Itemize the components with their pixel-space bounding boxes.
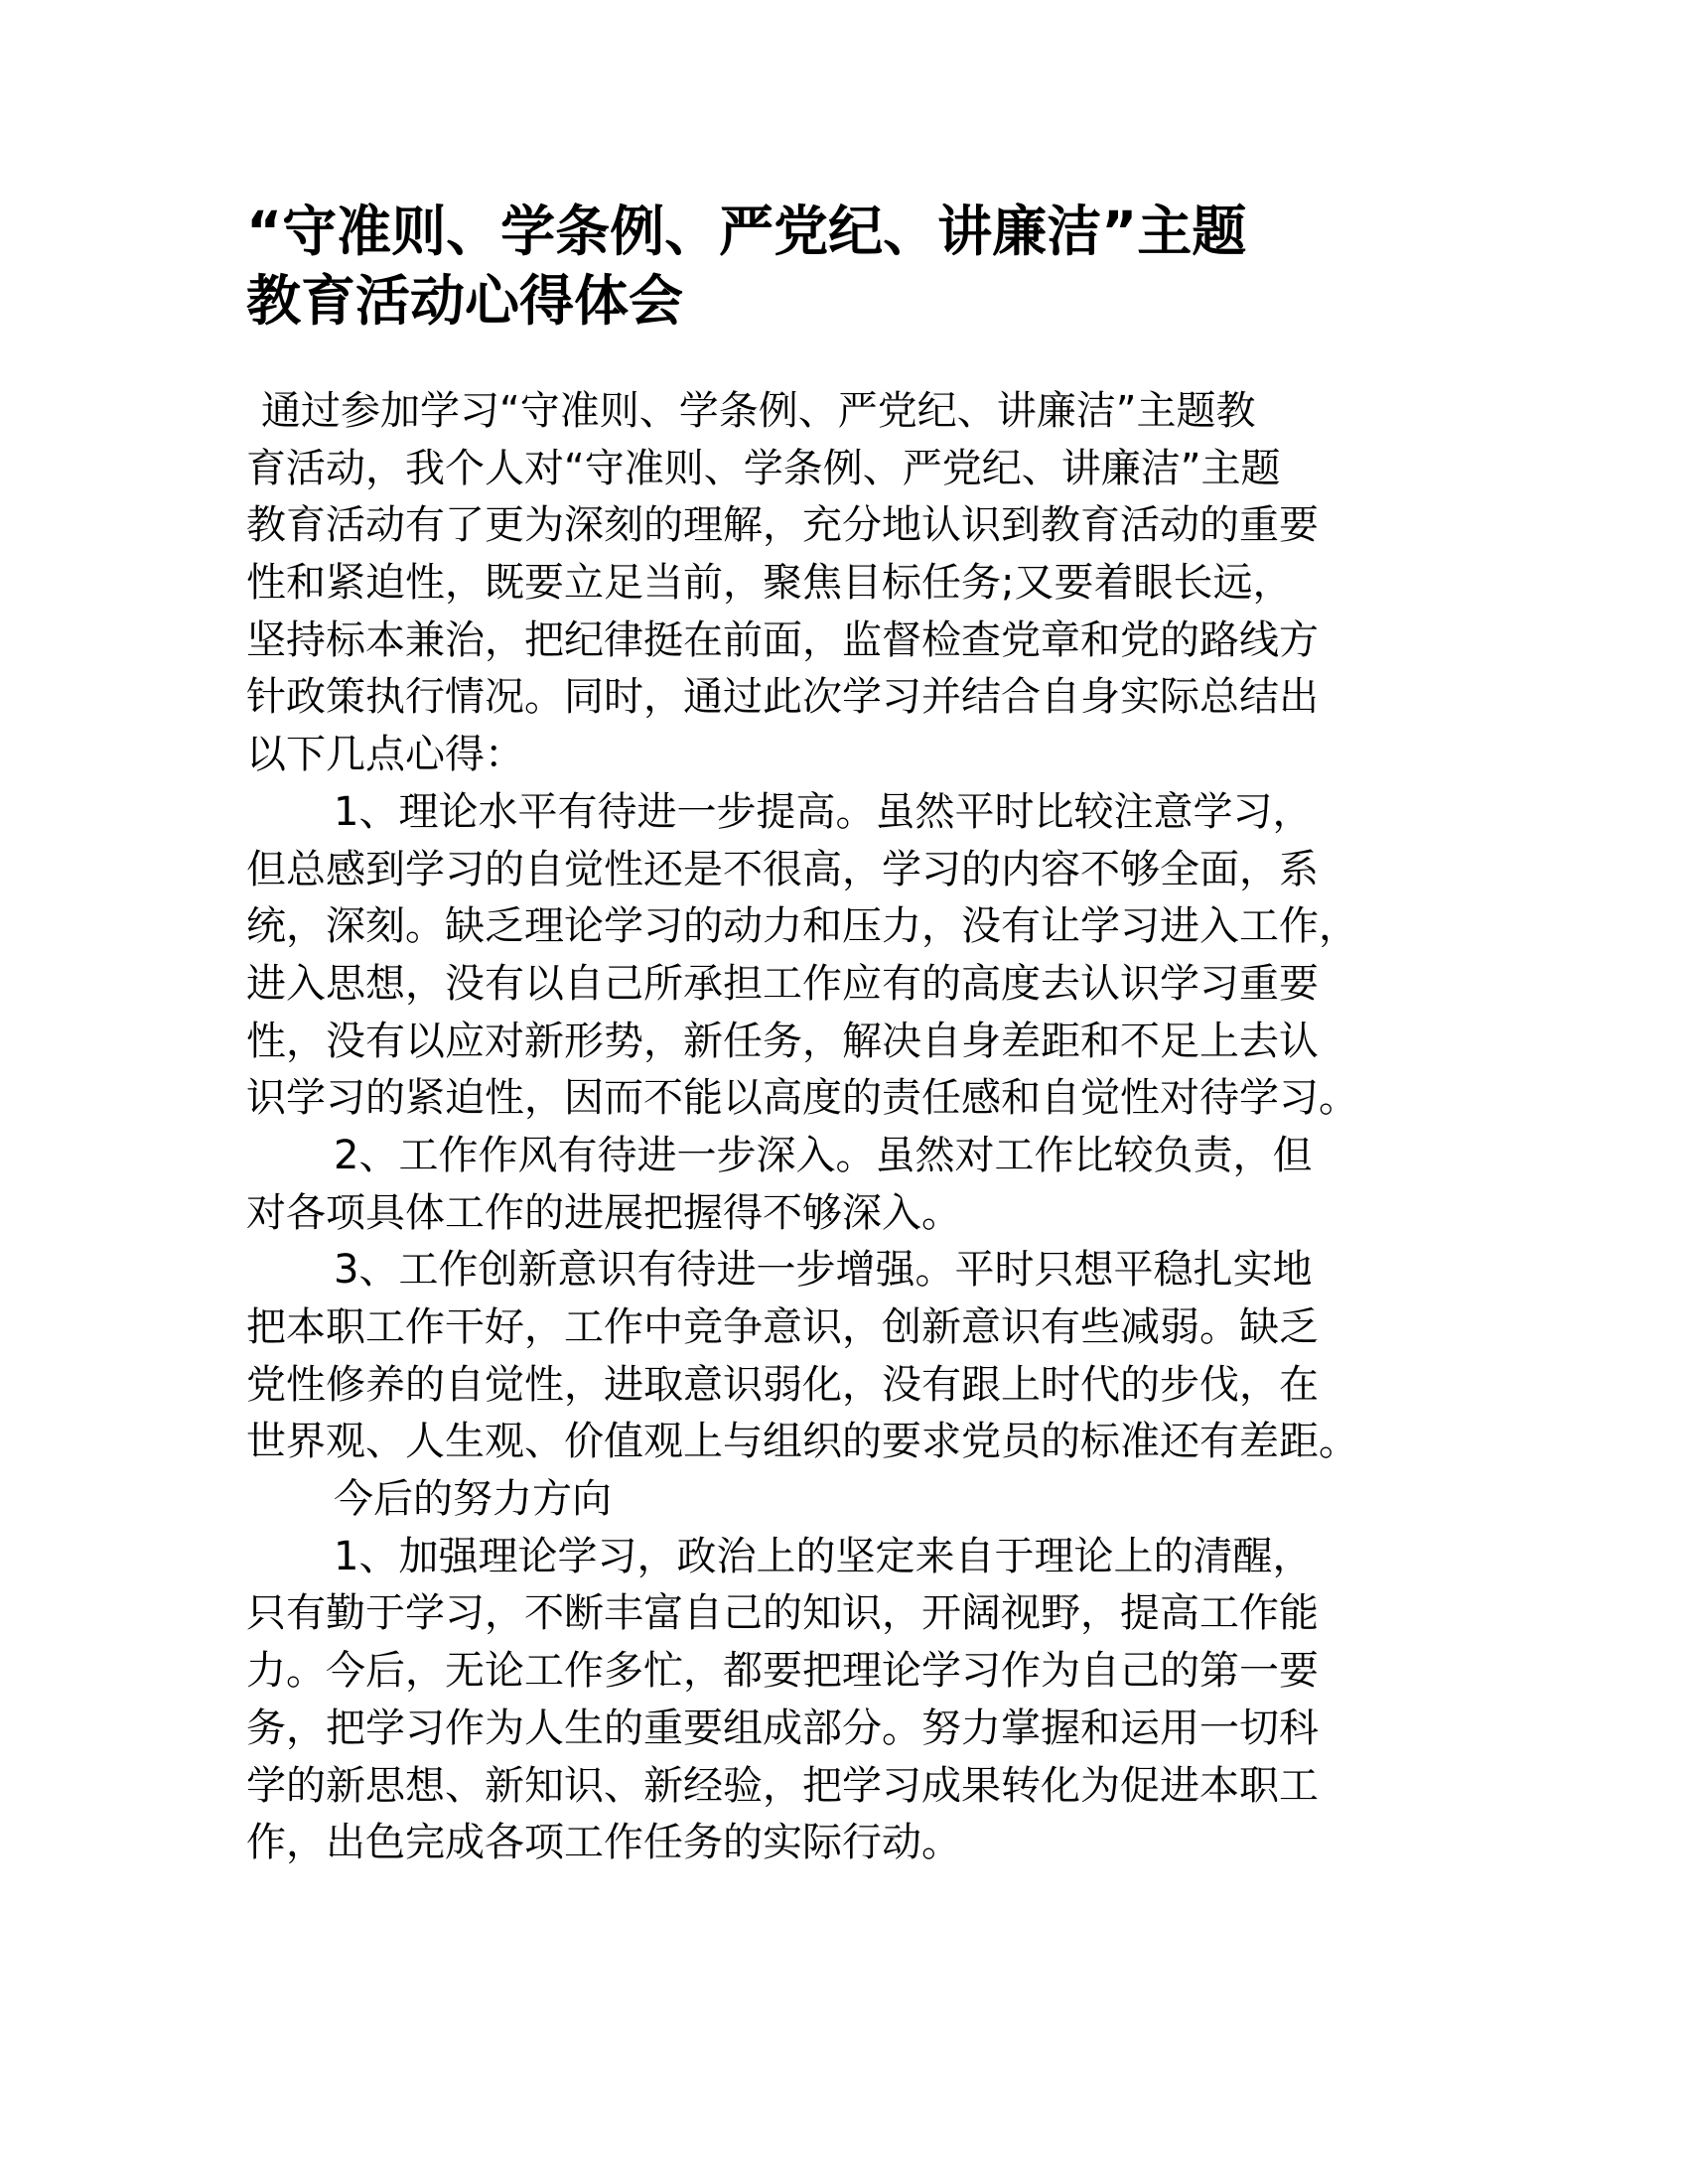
body-line: 识学习的紧迫性，因而不能以高度的责任感和自觉性对待学习。 [246,1075,1358,1122]
body-line: 教育活动有了更为深刻的理解，充分地认识到教育活动的重要 [246,502,1319,549]
title-line-1: “守准则、学条例、严党纪、讲廉洁”主题 [246,200,1247,263]
body-line: 世界观、人生观、价值观上与组织的要求党员的标准还有差距。 [246,1419,1358,1465]
body-line: 把本职工作干好，工作中竞争意识，创新意识有些减弱。缺乏 [246,1304,1319,1350]
body-line: 坚持标本兼治，把纪律挺在前面，监督检查党章和党的路线方 [246,616,1319,663]
body-line: 性和紧迫性，既要立足当前，聚焦目标任务;又要着眼长远， [246,560,1293,607]
document-title [246,197,1458,336]
title-line-2: 教育活动心得体会 [246,269,684,333]
body-line: 育活动，我个人对“守准则、学条例、严党纪、讲廉洁”主题 [246,445,1281,491]
body-line-indented: 2、工作作风有待进一步深入。虽然对工作比较负责，但 [334,1132,1313,1178]
body-line: 统，深刻。缺乏理论学习的动力和压力，没有让学习进入工作， [246,903,1358,950]
body-line: 务，把学习作为人生的重要组成部分。努力掌握和运用一切科 [246,1705,1319,1751]
body-line: 对各项具体工作的进展把握得不够深入。 [246,1189,961,1236]
body-line: 但总感到学习的自觉性还是不很高，学习的内容不够全面，系 [246,846,1319,892]
body-line: 学的新思想、新知识、新经验，把学习成果转化为促进本职工 [246,1762,1319,1809]
body-line-indented: 1、理论水平有待进一步提高。虽然平时比较注意学习， [334,788,1313,835]
body-line: 作，出色完成各项工作任务的实际行动。 [246,1820,961,1866]
body-line-indented: 1、加强理论学习，政治上的坚定来自于理论上的清醒， [334,1533,1313,1579]
body-line: 只有勤于学习，不断丰富自己的知识，开阔视野，提高工作能 [246,1590,1319,1637]
body-line: 通过参加学习“守准则、学条例、严党纪、讲廉洁”主题教 [261,388,1256,434]
body-line-indented: 3、工作创新意识有待进一步增强。平时只想平稳扎实地 [334,1247,1313,1294]
body-line: 党性修养的自觉性，进取意识弱化，没有跟上时代的步伐，在 [246,1361,1319,1408]
body-line: 进入思想，没有以自己所承担工作应有的高度去认识学习重要 [246,960,1319,1007]
body-line: 针政策执行情况。同时，通过此次学习并结合自身实际总结出 [246,674,1319,721]
document-body [246,383,1468,1872]
body-line: 以下几点心得： [246,732,524,778]
body-line: 力。今后，无论工作多忙，都要把理论学习作为自己的第一要 [246,1648,1319,1695]
body-line: 性，没有以应对新形势，新任务，解决自身差距和不足上去认 [246,1018,1319,1064]
section-heading-future-direction: 今后的努力方向 [334,1476,612,1523]
